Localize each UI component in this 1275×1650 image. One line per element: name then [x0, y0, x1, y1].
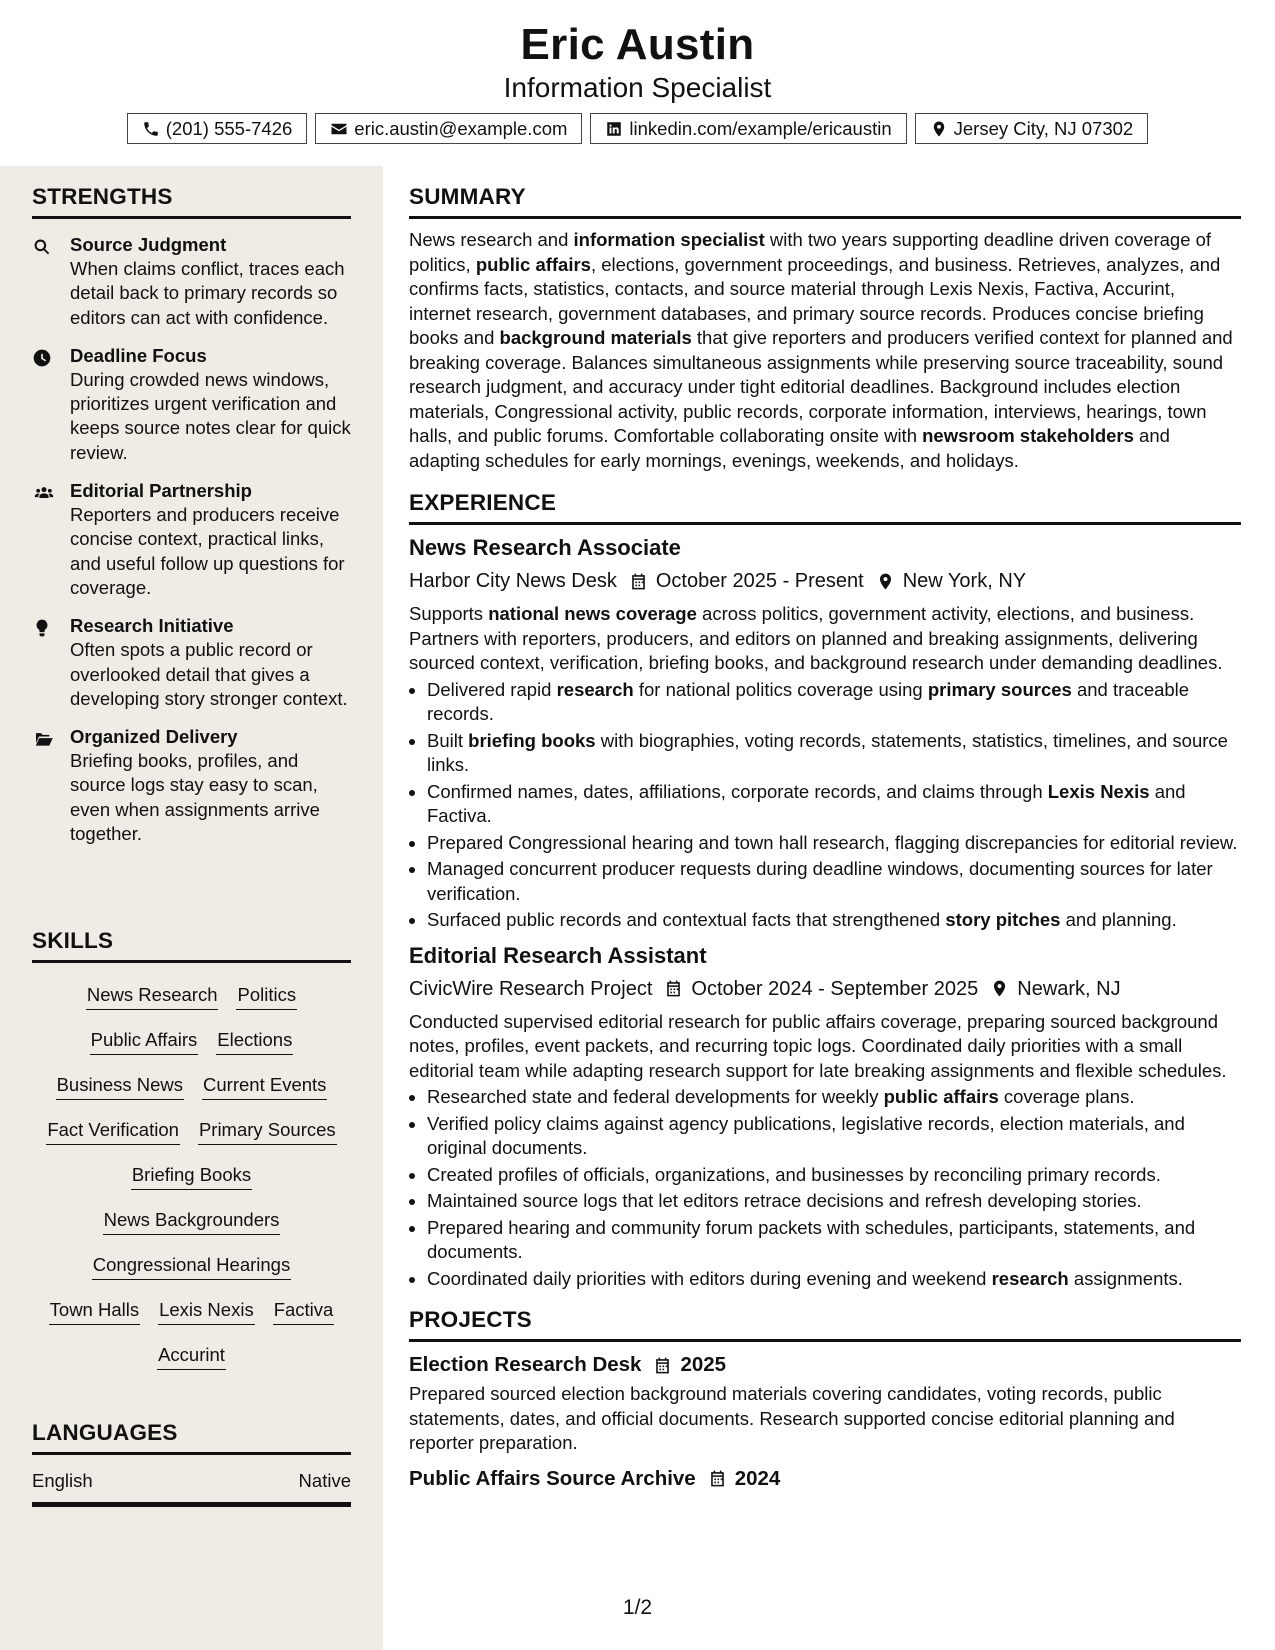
project-header — [409, 1466, 1241, 1492]
contact-email[interactable] — [315, 113, 582, 144]
page-number: 1/2 — [622, 1596, 653, 1619]
project-title: Public Affairs Source Archive — [409, 1466, 696, 1490]
bullet-item: • Coordinated daily priorities with editors during evening and weekend research assignments. — [427, 1267, 1241, 1292]
summary-section — [409, 184, 1241, 473]
candidate-name: Eric Austin — [520, 20, 755, 69]
job-org: Harbor City News Desk — [409, 570, 617, 592]
skill-tag: Current Events — [202, 1074, 327, 1100]
users-icon — [32, 483, 56, 503]
folder-open-icon — [32, 729, 55, 749]
skill-tag: Town Halls — [49, 1299, 140, 1325]
bullet-item: • Researched state and federal developments for weekly public affairs coverage plans. — [427, 1085, 1241, 1110]
job-bullets — [409, 1085, 1241, 1291]
contact-phone-text: (201) 555-7426 — [165, 117, 293, 139]
bullet-item: • Verified policy claims against agency publications, legislative records, election materials, and original documents. — [427, 1112, 1241, 1161]
contact-location — [915, 113, 1149, 144]
skill-tag: Business News — [56, 1074, 184, 1100]
skill-tag: Public Affairs — [90, 1029, 199, 1055]
contact-bar — [0, 113, 1275, 144]
lightbulb-icon — [32, 618, 52, 638]
language-name: English — [32, 1470, 93, 1491]
map-pin-icon — [990, 979, 1009, 998]
skill-tag: Fact Verification — [46, 1119, 180, 1145]
skill-row — [32, 1334, 351, 1379]
skill-tag: Primary Sources — [198, 1119, 337, 1145]
envelope-icon — [330, 120, 348, 138]
calendar-icon — [664, 979, 683, 998]
bullet-item: • Managed concurrent producer requests during deadline windows, documenting sources for later verification. — [427, 857, 1241, 906]
skill-tag: News Research — [86, 984, 219, 1010]
skill-tag: Factiva — [273, 1299, 335, 1325]
strength-text: Often spots a public record or overlooked detail that gives a developing story stronger context. — [70, 639, 348, 709]
job-location: New York, NY — [902, 570, 1027, 592]
job-bullets — [409, 678, 1241, 933]
resume-header — [0, 0, 1275, 166]
language-row — [32, 1470, 351, 1507]
strengths-section — [32, 184, 351, 846]
project-title: Election Research Desk — [409, 1353, 642, 1376]
strength-item — [32, 479, 351, 600]
calendar-icon — [653, 1356, 672, 1375]
strength-item — [32, 725, 351, 846]
calendar-icon — [629, 572, 648, 591]
strengths-title: STRENGTHS — [32, 184, 351, 219]
sidebar — [0, 166, 383, 1650]
skill-row — [32, 974, 351, 1019]
experience-section — [409, 490, 1241, 1291]
job-entry — [409, 942, 1241, 1292]
summary-title: SUMMARY — [409, 184, 1241, 219]
strength-text: When claims conflict, traces each detail back to primary records so editors can act with confidence. — [70, 258, 345, 328]
strength-text: Briefing books, profiles, and source logs stay easy to scan, even when assignments arrive together. — [70, 750, 320, 845]
job-location: Newark, NJ — [1017, 977, 1121, 1000]
strength-item — [32, 614, 351, 711]
main-content — [409, 166, 1241, 1492]
strength-title: Editorial Partnership — [70, 480, 252, 502]
job-entry — [409, 534, 1241, 933]
languages-section — [32, 1420, 351, 1507]
skill-tag: Politics — [236, 984, 297, 1010]
contact-linkedin-text: linkedin.com/example/ericaustin — [629, 117, 892, 139]
project-year: 2025 — [680, 1353, 727, 1376]
projects-section — [409, 1307, 1241, 1492]
bullet-item: • Confirmed names, dates, affiliations, corporate records, and claims through Lexis Nexis and Factiva. — [427, 780, 1241, 829]
clock-icon — [32, 348, 52, 368]
phone-icon — [142, 120, 160, 138]
strength-item — [32, 233, 351, 330]
map-pin-icon — [876, 572, 895, 591]
bullet-item: • Prepared hearing and community forum packets with schedules, participants, statements, and documents. — [427, 1216, 1241, 1265]
bullet-item: • Delivered rapid research for national politics coverage using primary sources and traceable records. — [427, 678, 1241, 727]
skills-section — [32, 928, 351, 1379]
strength-title: Deadline Focus — [70, 344, 207, 366]
job-dates: October 2024 - September 2025 — [691, 977, 979, 1000]
languages-title: LANGUAGES — [32, 1420, 351, 1455]
job-meta — [409, 976, 1241, 1002]
strength-title: Research Initiative — [70, 615, 234, 637]
job-description: Supports national news coverage across politics, government activity, elections, and business. Partners with reporters, producers, and editors on planned and breaking assignments, delivering sourced context, verification, briefing books, and background research under demanding deadlines. — [409, 603, 1223, 673]
skill-row — [32, 1019, 351, 1064]
skills-title: SKILLS — [32, 928, 351, 963]
search-icon — [32, 237, 52, 257]
bullet-item: • Prepared Congressional hearing and town hall research, flagging discrepancies for editorial review. — [427, 831, 1241, 856]
skill-tag: News Backgrounders — [103, 1209, 281, 1235]
projects-title: PROJECTS — [409, 1307, 1241, 1342]
bullet-item: • Created profiles of officials, organizations, and businesses by reconciling primary records. — [427, 1163, 1241, 1188]
skill-row — [32, 1064, 351, 1109]
candidate-role: Information Specialist — [503, 72, 772, 103]
strength-item — [32, 344, 351, 465]
contact-phone[interactable] — [127, 113, 308, 144]
skill-row — [32, 1244, 351, 1289]
strength-title: Source Judgment — [70, 234, 227, 255]
skill-tag: Briefing Books — [131, 1164, 252, 1190]
contact-location-text: Jersey City, NJ 07302 — [953, 117, 1134, 139]
linkedin-icon — [605, 120, 623, 138]
job-title: Editorial Research Assistant — [409, 942, 707, 968]
project-entry — [409, 1352, 1241, 1456]
job-meta — [409, 568, 1241, 594]
bullet-item: • Maintained source logs that let editors retrace decisions and refresh developing stories. — [427, 1189, 1241, 1214]
project-description: Prepared sourced election background materials covering candidates, voting records, public statements, dates, and official documents. Research supported concise editorial planning and reporter preparation. — [409, 1383, 1175, 1453]
contact-email-text: eric.austin@example.com — [354, 117, 568, 139]
project-entry — [409, 1466, 1241, 1492]
skill-row — [32, 1289, 351, 1334]
bullet-item: • Surfaced public records and contextual facts that strengthened story pitches and planning. — [427, 908, 1241, 933]
job-org: CivicWire Research Project — [409, 977, 653, 1000]
skill-row — [32, 1199, 351, 1244]
skill-tag: Congressional Hearings — [92, 1254, 291, 1280]
skill-tag: Elections — [216, 1029, 293, 1055]
job-description: Conducted supervised editorial research for public affairs coverage, preparing sourced background notes, profiles, event packets, and recurring topic logs. Coordinated daily priorities with a small editorial team while adapting research support for late breaking assignments and flexible schedules. — [409, 1010, 1227, 1081]
language-level: Native — [298, 1470, 351, 1491]
skill-tag: Accurint — [157, 1344, 226, 1370]
project-year: 2024 — [734, 1466, 781, 1490]
skill-row — [32, 1109, 351, 1154]
strength-title: Organized Delivery — [70, 726, 238, 748]
bullet-item: • Built briefing books with biographies, voting records, statements, statistics, timelines, and source links. — [427, 729, 1241, 778]
job-title: News Research Associate — [409, 535, 681, 560]
skill-tag: Lexis Nexis — [158, 1299, 255, 1325]
strength-text: Reporters and producers receive concise context, practical links, and useful follow up questions for coverage. — [70, 504, 345, 598]
summary-text: News research and information specialist with two years supporting deadline driven coverage of politics, public affairs, elections, government proceedings, and business. Retrieves, analyzes, and confirms facts, statistics, contacts, and source material through Lexis Nexis, Factiva, Accurint, internet research, government databases, and primary source records. Produces concise briefing books and background materials that give reporters and producers verified context for planned and breaking coverage. Balances simultaneous assignments while preserving source traceability, sound research judgment, and accuracy under tight editorial deadlines. Background includes election materials, Congressional activity, public records, corporate information, interviews, hearings, town halls, and public forums. Comfortable collaborating onsite with newsroom stakeholders and adapting schedules for early mornings, evenings, weekends, and holidays. — [409, 229, 1233, 471]
map-pin-icon — [930, 120, 948, 138]
strength-text: During crowded news windows, prioritizes urgent verification and keeps source notes clear for quick review. — [70, 368, 351, 463]
experience-title: EXPERIENCE — [409, 490, 1241, 525]
project-header — [409, 1352, 1241, 1378]
skill-row — [32, 1154, 351, 1199]
skills-list — [32, 963, 351, 1379]
calendar-icon — [708, 1469, 727, 1488]
contact-linkedin[interactable] — [590, 113, 906, 144]
job-dates: October 2025 - Present — [655, 570, 864, 592]
